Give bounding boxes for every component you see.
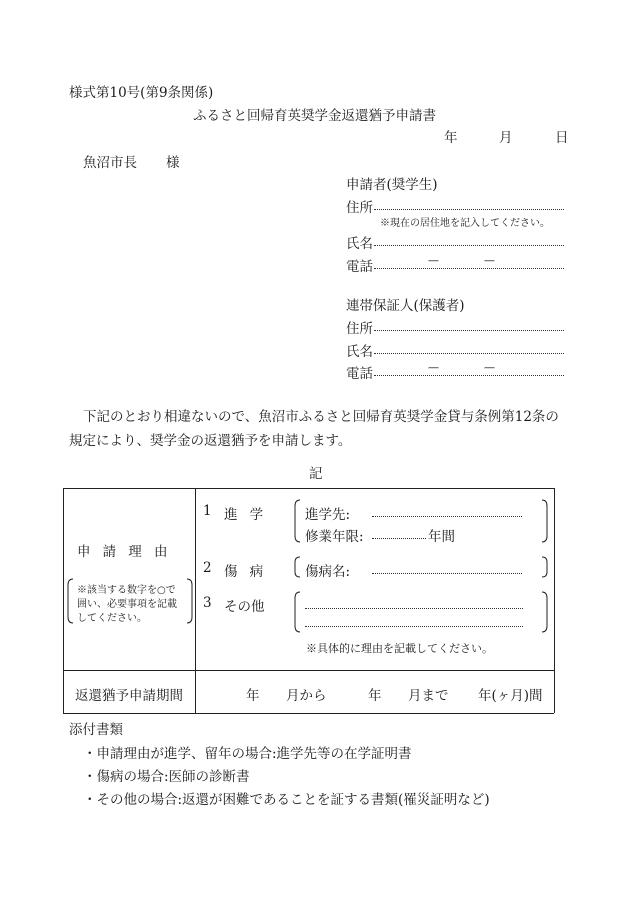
guarantor-phone-field[interactable] bbox=[374, 375, 564, 376]
item1-years-field[interactable] bbox=[372, 538, 426, 539]
period-month-to: 月まで bbox=[408, 688, 449, 704]
item1-school-label: 進学先: bbox=[305, 507, 351, 523]
applicant-name-label: 氏名 bbox=[346, 236, 373, 252]
body-line-2: 規定により、奨学金の返還猶予を申請します。 bbox=[69, 433, 352, 449]
attachments-heading: 添付書類 bbox=[69, 722, 123, 738]
item1-years-unit: 年間 bbox=[428, 529, 455, 545]
addressee: 魚沼市長 bbox=[83, 155, 137, 171]
reason-note-line-2: 囲い、必要事項を記載 bbox=[77, 599, 177, 610]
applicant-phone-dash-1: — bbox=[428, 254, 439, 267]
table-left-border bbox=[63, 488, 64, 713]
reason-label: 申請理由 bbox=[77, 544, 180, 560]
guarantor-heading: 連帯保証人(保護者) bbox=[346, 298, 465, 314]
guarantor-phone-label: 電話 bbox=[346, 366, 373, 382]
item3-number[interactable]: 3 bbox=[203, 595, 212, 611]
guarantor-name-field[interactable] bbox=[374, 353, 564, 354]
item3-brackets bbox=[292, 590, 550, 634]
applicant-heading: 申請者(奨学生) bbox=[346, 177, 438, 193]
applicant-phone-field[interactable] bbox=[374, 268, 564, 269]
date-month-label: 月 bbox=[499, 130, 513, 146]
guarantor-phone-dash-1: — bbox=[428, 361, 439, 374]
period-month-from: 月から bbox=[286, 688, 327, 704]
guarantor-address-label: 住所 bbox=[346, 321, 373, 337]
body-line-1: 下記のとおり相違ないので、魚沼市ふるさと回帰育英奨学金貸与条例第12条の bbox=[83, 409, 559, 425]
table-top-border bbox=[63, 488, 554, 489]
period-year-to: 年 bbox=[368, 688, 382, 704]
date-day-label: 日 bbox=[555, 130, 569, 146]
item3-note: ※具体的に理由を記載してください。 bbox=[306, 642, 493, 655]
period-label: 返還猶予申請期間 bbox=[75, 688, 183, 704]
item3-label: その他 bbox=[224, 599, 265, 615]
form-number: 様式第10号(第9条関係) bbox=[69, 85, 214, 101]
applicant-address-field[interactable] bbox=[374, 209, 564, 210]
item3-reason-field-1[interactable] bbox=[305, 608, 523, 609]
attachment-item-2: ・傷病の場合:医師の診断書 bbox=[83, 769, 250, 785]
item1-school-field[interactable] bbox=[372, 516, 522, 517]
period-year-from: 年 bbox=[246, 688, 260, 704]
attachment-item-3: ・その他の場合:返還が困難であることを証する書類(罹災証明など) bbox=[83, 792, 490, 808]
item2-illness-label: 傷病名: bbox=[305, 564, 351, 580]
item1-label: 進学 bbox=[224, 507, 276, 523]
guarantor-phone-dash-2: — bbox=[484, 361, 495, 374]
period-total: 年(ヶ月)間 bbox=[478, 688, 543, 704]
item1-number[interactable]: 1 bbox=[203, 503, 212, 519]
table-column-divider bbox=[195, 488, 196, 713]
reason-note-line-3: してください。 bbox=[77, 613, 147, 624]
table-bottom-border bbox=[63, 713, 554, 714]
item2-illness-field[interactable] bbox=[372, 573, 522, 574]
item2-number[interactable]: 2 bbox=[203, 560, 212, 576]
ki-mark: 記 bbox=[309, 466, 323, 482]
item2-label: 傷病 bbox=[224, 564, 276, 580]
guarantor-name-label: 氏名 bbox=[346, 344, 373, 360]
form-title: ふるさと回帰育英奨学金返還猶予申請書 bbox=[193, 108, 436, 124]
applicant-phone-dash-2: — bbox=[484, 254, 495, 267]
reason-note-line-1: ※該当する数字を○で bbox=[77, 585, 176, 596]
item1-years-label: 修業年限: bbox=[305, 529, 364, 545]
applicant-address-label: 住所 bbox=[346, 200, 373, 216]
attachment-item-1: ・申請理由が進学、留年の場合:進学先等の在学証明書 bbox=[83, 746, 412, 762]
applicant-name-field[interactable] bbox=[374, 245, 564, 246]
date-year-label: 年 bbox=[444, 130, 458, 146]
applicant-address-note: ※現在の居住地を記入してください。 bbox=[380, 218, 550, 229]
guarantor-address-field[interactable] bbox=[374, 330, 564, 331]
addressee-suffix: 様 bbox=[166, 155, 180, 171]
applicant-phone-label: 電話 bbox=[346, 259, 373, 275]
table-middle-border bbox=[63, 670, 554, 671]
item3-reason-field-2[interactable] bbox=[305, 626, 523, 627]
table-right-border bbox=[554, 488, 555, 713]
